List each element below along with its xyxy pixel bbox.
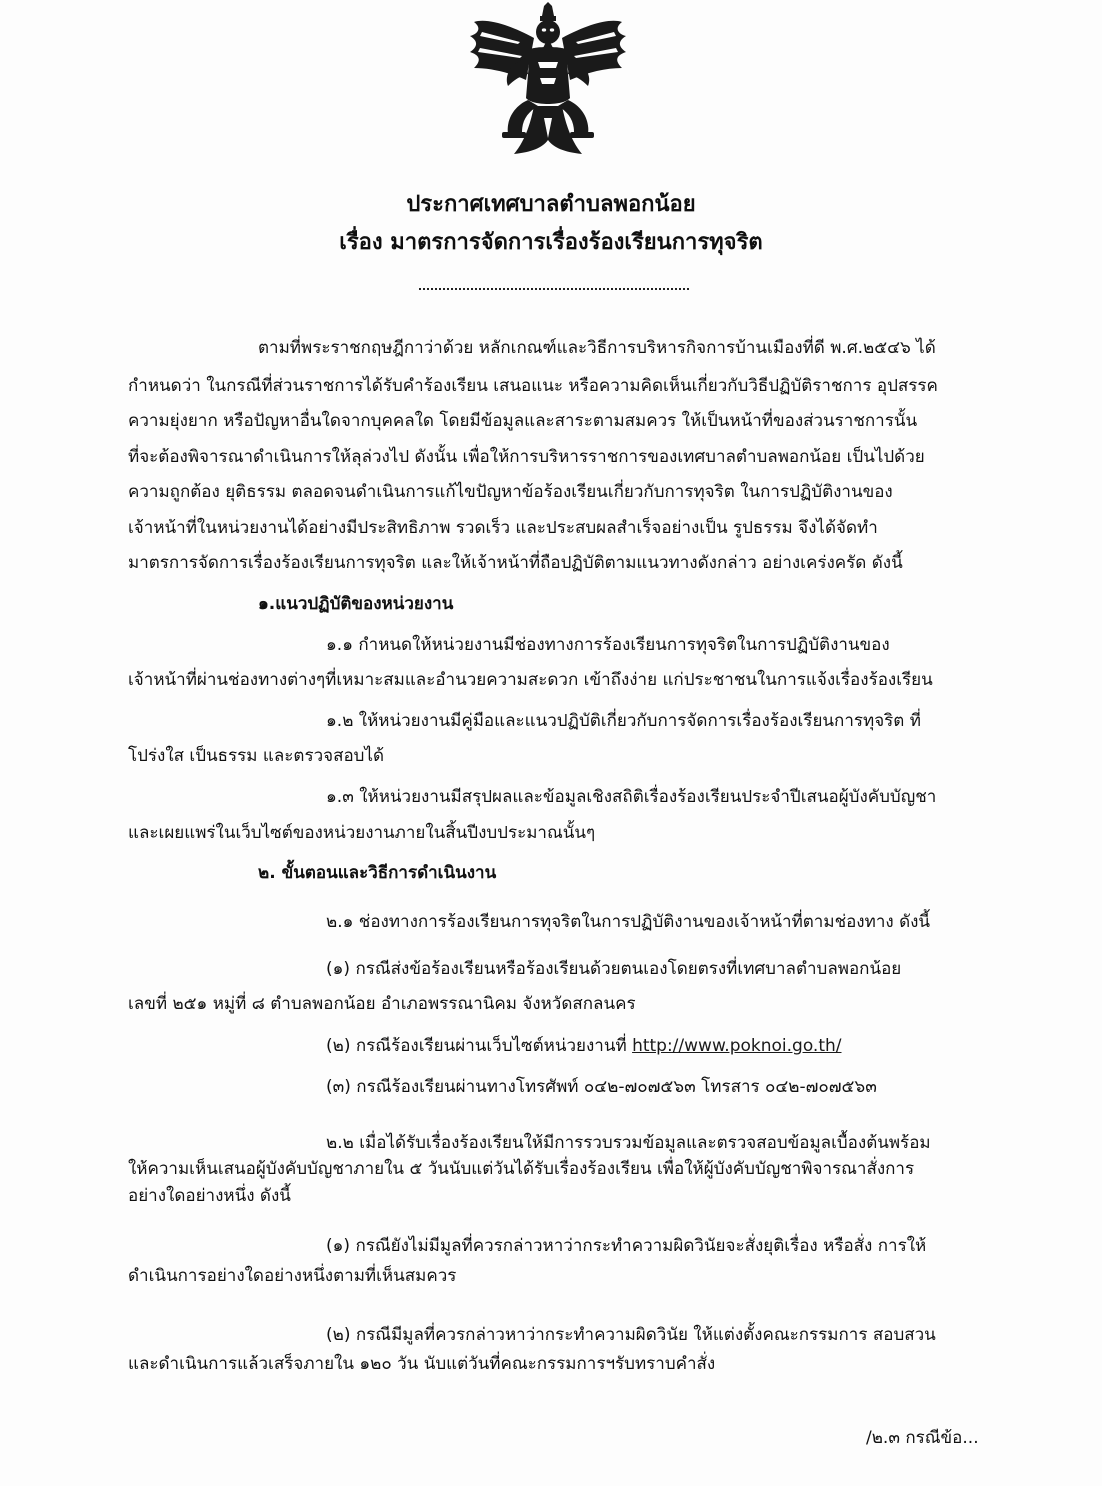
paragraph-line: ดำเนินการอย่างใดอย่างหนึ่งตามที่เห็นสมควร <box>128 1266 457 1286</box>
intro-line: ที่จะต้องพิจารณาดำเนินการให้ลุล่วงไป ดังนั้น เพื่อให้การบริหารราชการของเทศบาลตำบลพอกน้อย เป็นไปด้วย <box>128 447 925 467</box>
paragraph-line: ๑.๑ กำหนดให้หน่วยงานมีช่องทางการร้องเรียนการทุจริตในการปฏิบัติงานของ <box>326 635 890 655</box>
paragraph-line: เลขที่ ๒๕๑ หมู่ที่ ๘ ตำบลพอกน้อย อำเภอพรรณานิคม จังหวัดสกลนคร <box>128 994 636 1014</box>
paragraph-line: และเผยแพร่ในเว็บไซต์ของหน่วยงานภายในสิ้นปีงบประมาณนั้นๆ <box>128 823 596 843</box>
paragraph-line: (๑) กรณียังไม่มีมูลที่ควรกล่าวหาว่ากระทำความผิดวินัยจะสั่งยุติเรื่อง หรือสั่ง การให้ <box>326 1236 927 1256</box>
paragraph-line: ๑.๒ ให้หน่วยงานมีคู่มือและแนวปฏิบัติเกี่ยวกับการจัดการเรื่องร้องเรียนการทุจริต ที่ <box>326 711 921 731</box>
website-link[interactable]: http://www.poknoi.go.th/ <box>632 1036 842 1056</box>
section-heading: ๒. ขั้นตอนและวิธีการดำเนินงาน <box>258 863 497 883</box>
paragraph-line: (๑) กรณีส่งข้อร้องเรียนหรือร้องเรียนด้วยตนเองโดยตรงที่เทศบาลตำบลพอกน้อย <box>326 959 902 979</box>
paragraph-line <box>326 1035 842 1057</box>
intro-line: มาตรการจัดการเรื่องร้องเรียนการทุจริต และให้เจ้าหน้าที่ถือปฏิบัติตามแนวทางดังกล่าว อย่างเคร่งครัด ดังนี้ <box>128 553 903 573</box>
announcement-title: ประกาศเทศบาลตำบลพอกน้อย <box>406 192 696 217</box>
paragraph-line: โปร่งใส เป็นธรรม และตรวจสอบได้ <box>128 746 385 766</box>
intro-line: ความยุ่งยาก หรือปัญหาอื่นใดจากบุคคลใด โดยมีข้อมูลและสาระตามสมควร ให้เป็นหน้าที่ของส่วนราชการนั้น <box>128 411 918 431</box>
page-continuation: /๒.๓ กรณีข้อ... <box>866 1428 979 1448</box>
paragraph-line: ๒.๒ เมื่อได้รับเรื่องร้องเรียนให้มีการรวบรวมข้อมูลและตรวจสอบข้อมูลเบื้องต้นพร้อม <box>326 1133 931 1153</box>
paragraph-line: ๑.๓ ให้หน่วยงานมีสรุปผลและข้อมูลเชิงสถิติเรื่องร้องเรียนประจำปีเสนอผู้บังคับบัญชา <box>326 787 937 807</box>
intro-line: ความถูกต้อง ยุติธรรม ตลอดจนดำเนินการแก้ไขปัญหาข้อร้องเรียนเกี่ยวกับการทุจริต ในการปฏิบัติงานของ <box>128 482 893 502</box>
intro-line: กำหนดว่า ในกรณีที่ส่วนราชการได้รับคำร้องเรียน เสนอแนะ หรือความคิดเห็นเกี่ยวกับวิธีปฏิบัติราชการ อุปสรรค <box>128 376 938 396</box>
paragraph-line: และดำเนินการแล้วเสร็จภายใน ๑๒๐ วัน นับแต่วันที่คณะกรรมการฯรับทราบคำสั่ง <box>128 1354 716 1374</box>
garuda-emblem-icon <box>468 2 628 162</box>
intro-line: ตามที่พระราชกฤษฎีกาว่าด้วย หลักเกณฑ์และวิธีการบริหารกิจการบ้านเมืองที่ดี พ.ศ.๒๕๔๖ ได้ <box>258 338 936 358</box>
website-channel-text: (๒) กรณีร้องเรียนผ่านเว็บไซต์หน่วยงานที่ <box>326 1036 633 1056</box>
paragraph-line: ให้ความเห็นเสนอผู้บังคับบัญชาภายใน ๕ วันนับแต่วันได้รับเรื่องร้องเรียน เพื่อให้ผู้บังคับบัญชาพิจารณาสั่งการ <box>128 1159 915 1179</box>
intro-line: เจ้าหน้าที่ในหน่วยงานได้อย่างมีประสิทธิภาพ รวดเร็ว และประสบผลสำเร็จอย่างเป็น รูปธรรม จึงได้จัดทำ <box>128 518 878 538</box>
announcement-subject: เรื่อง มาตรการจัดการเรื่องร้องเรียนการทุจริต <box>339 230 763 255</box>
paragraph-line: ๒.๑ ช่องทางการร้องเรียนการทุจริตในการปฏิบัติงานของเจ้าหน้าที่ตามช่องทาง ดังนี้ <box>326 912 931 932</box>
paragraph-line: (๒) กรณีมีมูลที่ควรกล่าวหาว่ากระทำความผิดวินัย ให้แต่งตั้งคณะกรรมการ สอบสวน <box>326 1325 936 1345</box>
paragraph-line: เจ้าหน้าที่ผ่านช่องทางต่างๆที่เหมาะสมและอำนวยความสะดวก เข้าถึงง่าย แก่ประชาชนในการแจ้งเรื่องร้องเรียน <box>128 670 933 690</box>
title-separator <box>419 288 689 290</box>
section-heading: ๑.แนวปฏิบัติของหน่วยงาน <box>258 594 454 614</box>
paragraph-line: อย่างใดอย่างหนึ่ง ดังนี้ <box>128 1186 291 1206</box>
paragraph-line: (๓) กรณีร้องเรียนผ่านทางโทรศัพท์ ๐๔๒-๗๐๗๕๖๓ โทรสาร ๐๔๒-๗๐๗๕๖๓ <box>326 1077 877 1097</box>
